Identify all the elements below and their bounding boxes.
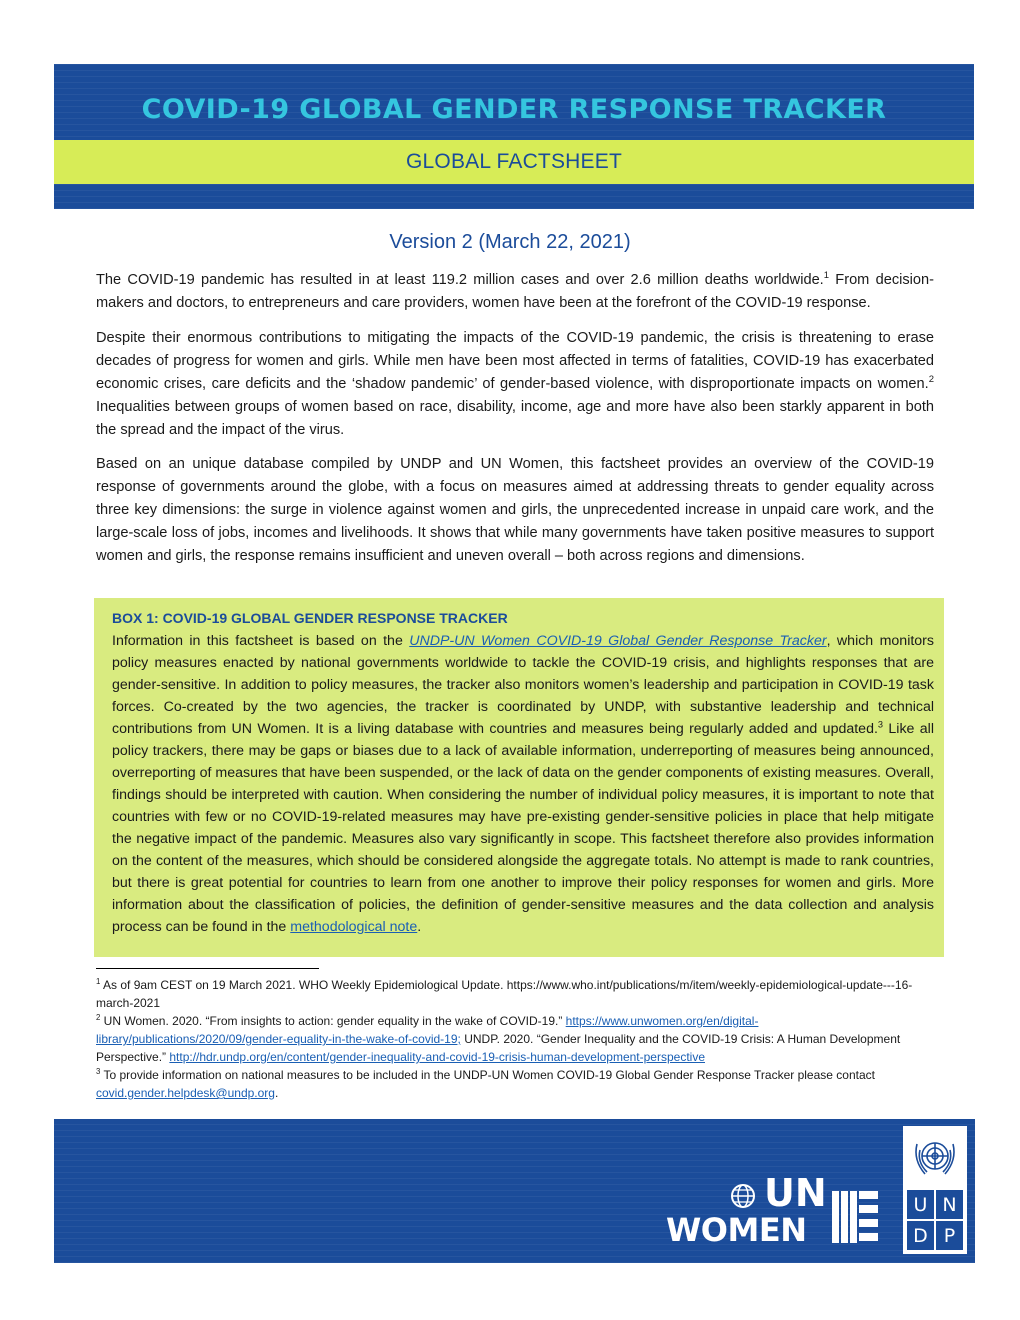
version-heading: Version 2 (March 22, 2021) <box>389 231 631 253</box>
intro-paragraph-3: Based on an unique database compiled by UNDP and UN Women, this factsheet provides an overview of the COVID-19 response of governments around the globe, with a focus on measures aimed at addressing threats to gender equality across three key dimensions: the surge in violence against women and girls, the unprecedented increase in unpaid care work, and the large-scale loss of jobs, incomes and livelihoods. It shows that while many governments have taken positive measures to support women and girls, the response remains insufficient and uneven overall – both across regions and dimensions. <box>96 456 934 564</box>
undp-letter-p: P <box>936 1221 963 1250</box>
footnote-3: $^3$ To provide information on national measures to be included in the UNDP-UN Women COVID-19 Global Gender Response Tracker please contact covid.gender.helpdesk@undp.org. <box>96 1067 875 1100</box>
info-box <box>94 598 944 957</box>
footnote-ref-1[interactable]: 1 <box>823 270 830 282</box>
undp-letter-grid <box>907 1190 963 1250</box>
footnote-divider <box>96 968 319 969</box>
footnote-ref-2[interactable]: 2 <box>928 374 934 386</box>
footer-banner <box>54 1119 975 1263</box>
unwomen-report-link[interactable]: https://www.unwomen.org/en/digital-library/publications/2020/09/gender-equality-in-the-wake-of-covid-19; <box>96 1014 759 1046</box>
helpdesk-email-link[interactable]: covid.gender.helpdesk@undp.org <box>96 1086 275 1100</box>
header-subtitle: GLOBAL FACTSHEET <box>406 150 622 173</box>
undp-logo <box>903 1126 967 1254</box>
undp-letter-d: D <box>907 1221 934 1250</box>
header-subtitle-band <box>54 140 974 184</box>
undp-letter-n: N <box>936 1190 963 1219</box>
un-women-symbol-icon <box>830 1189 880 1245</box>
methodological-note-link[interactable]: methodological note <box>290 919 418 935</box>
info-box-text: Information in this factsheet is based on the UNDP-UN Women COVID-19 Global Gender Response Tracker, which monitors policy measures enacted by national governments worldwide to tackle the COVID-19 crisis, and highlights responses that are gender-sensitive. In addition to policy measures, the tracker also monitors women’s leadership and participation in COVID-19 task forces. Co-created by the two agencies, the tracker is coordinated by UNDP, with substantive leadership and technical contributions from UN Women. It is a living database with countries and measures being regularly added and updated.$^3$ Like all policy trackers, there may be gaps or biases due to a lack of available information, underreporting of measures being announced, overreporting of measures that have been suspended, or the lack of data on the gender components of existing measures. Overall, findings should be interpreted with caution. When considering the number of individual policy measures, it is important to note that countries with few or no COVID-19-related measures may have pre-existing gender-sensitive policies in place that help mitigate the negative impact of the pandemic. Measures also vary significantly in scope. This factsheet therefore also provides information on the content of the measures, which should be considered alongside the aggregate totals. No attempt is made to rank countries, but there is great potential for countries to learn from one another to improve their policy responses for women and girls. More information about the classification of policies, the definition of gender-sensitive measures and the data collection and analysis process can be found in the methodological note. <box>112 633 934 935</box>
header-banner <box>54 64 974 209</box>
info-box-title: BOX 1: COVID-19 GLOBAL GENDER RESPONSE TRACKER <box>112 610 508 626</box>
un-women-logo <box>666 1171 896 1251</box>
undp-letter-u: U <box>907 1190 934 1219</box>
undp-report-link[interactable]: http://hdr.undp.org/en/content/gender-inequality-and-covid-19-crisis-human-development-perspective <box>169 1050 705 1064</box>
footnote-1: $^1$ As of 9am CEST on 19 March 2021. WHO Weekly Epidemiological Update. https://www.who.int/publications/m/item/weekly-epidemiological-update---16-march-2021 <box>96 977 913 1010</box>
footnote-2: $^2$ UN Women. 2020. “From insights to action: gender equality in the wake of COVID-19.” https://www.unwomen.org/en/digital-library/publications/2020/09/gender-equality-in-the-wake-of-covid-19; UNDP. 2020. “Gender Inequality and the COVID-19 Crisis: A Human Development Perspective.” http://hdr.undp.org/en/content/gender-inequality-and-covid-19-crisis-human-development-perspective <box>96 1013 901 1064</box>
footnotes <box>96 976 936 1102</box>
intro-paragraph-2: Despite their enormous contributions to mitigating the impacts of the COVID-19 pandemic, the crisis is threatening to erase decades of progress for women and girls. While men have been most affected in terms of fatalities, COVID-19 has exacerbated economic crises, care deficits and the ‘shadow pandemic’ of gender-based violence, with disproportionate impacts on women.$^2$ Inequalities between groups of women based on race, disability, income, age and more have also been starkly apparent in both the spread and the impact of the virus. <box>96 330 934 438</box>
tracker-link[interactable]: UNDP-UN Women COVID-19 Global Gender Response Tracker <box>409 633 827 649</box>
intro-paragraph-1: The COVID-19 pandemic has resulted in at least 119.2 million cases and over 2.6 million deaths worldwide.$^1$ From decision-makers and doctors, to entrepreneurs and care providers, women have been at the forefront of the COVID-19 response. <box>96 270 934 311</box>
un-women-un-text: UN <box>764 1171 827 1215</box>
un-globe-icon <box>728 1181 758 1211</box>
header-title: COVID-19 GLOBAL GENDER RESPONSE TRACKER <box>141 94 887 125</box>
footnote-ref-3[interactable]: 3 <box>877 719 884 730</box>
un-women-women-text: WOMEN <box>666 1211 807 1249</box>
un-emblem-icon <box>907 1130 963 1186</box>
